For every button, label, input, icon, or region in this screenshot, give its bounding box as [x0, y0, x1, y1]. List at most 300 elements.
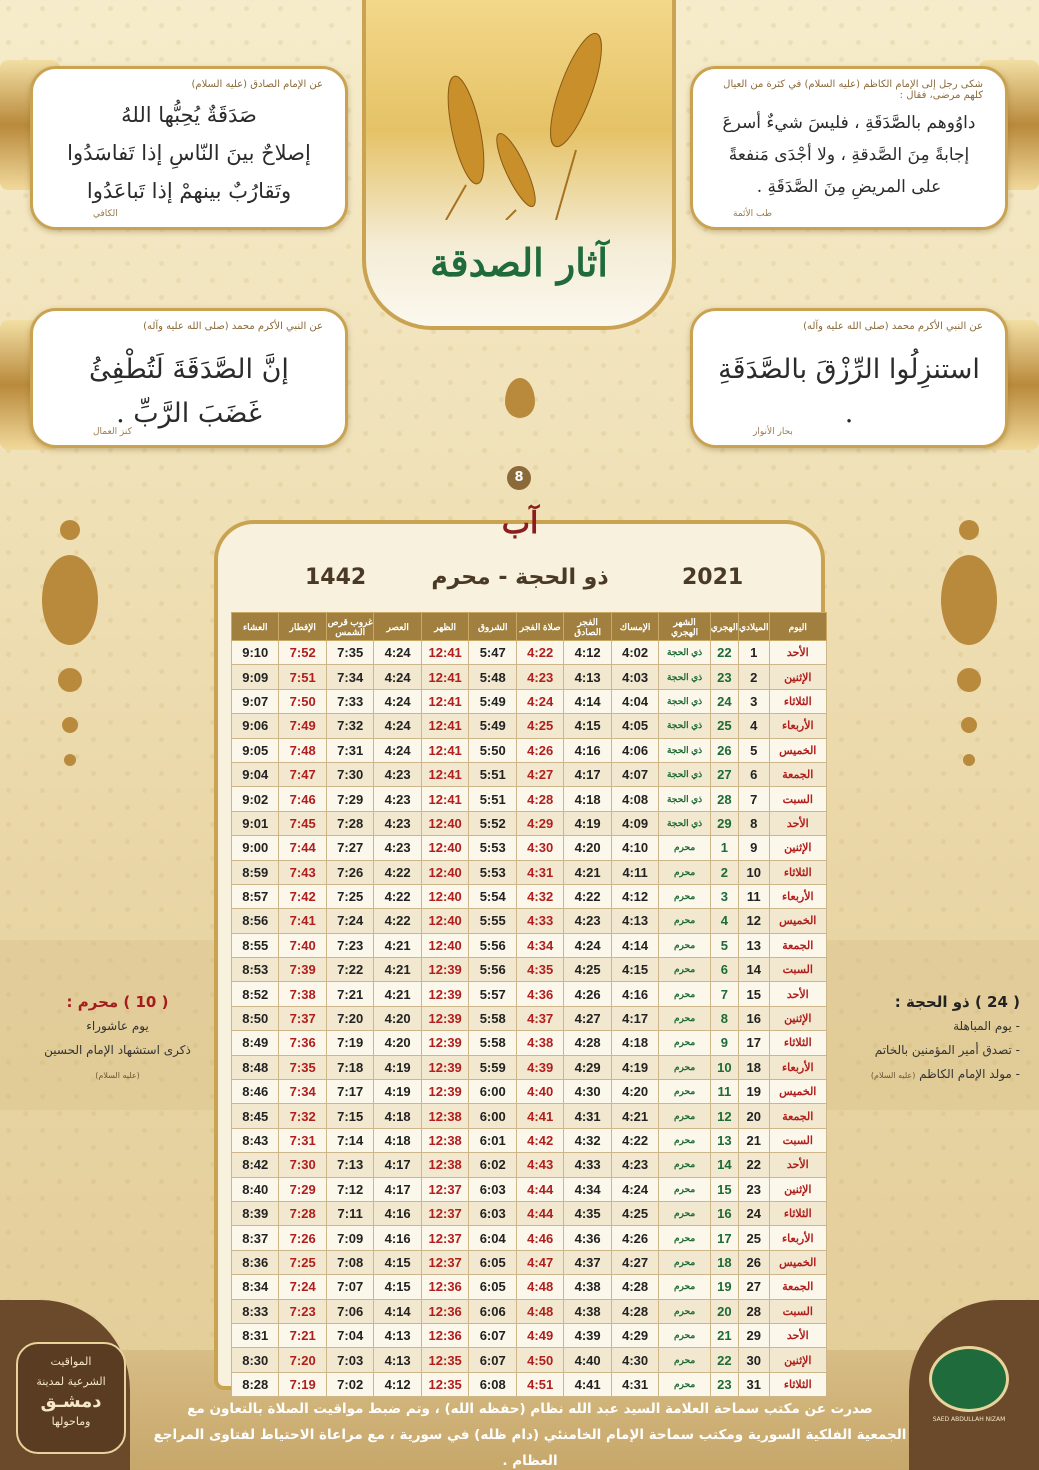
table-cell: 4:24	[374, 641, 421, 665]
table-cell: 7:27	[326, 836, 374, 860]
table-cell: 12:40	[421, 884, 469, 908]
table-row	[232, 811, 827, 835]
table-cell: 13	[738, 933, 769, 957]
table-cell: محرم	[659, 1055, 710, 1079]
table-cell: 12	[738, 909, 769, 933]
table-cell: 7:12	[326, 1177, 374, 1201]
table-row	[232, 1323, 827, 1347]
table-cell: 4:08	[611, 787, 659, 811]
table-cell: 7:39	[279, 958, 326, 982]
table-row	[232, 884, 827, 908]
table-cell: 4:20	[564, 836, 611, 860]
table-cell: 4:39	[516, 1055, 563, 1079]
table-row	[232, 714, 827, 738]
table-cell: 4:22	[611, 1128, 659, 1152]
table-cell: 4:13	[374, 1348, 421, 1372]
table-cell: 12:41	[421, 762, 469, 786]
table-cell: 24	[710, 689, 738, 713]
table-row	[232, 1250, 827, 1274]
table-cell: السبت	[769, 958, 826, 982]
gregorian-year: 2021	[682, 565, 744, 590]
table-row	[232, 836, 827, 860]
table-row	[232, 1299, 827, 1323]
table-cell: 7:36	[279, 1031, 326, 1055]
table-cell: 9:07	[232, 689, 279, 713]
table-cell: 8:53	[232, 958, 279, 982]
quote-card	[690, 308, 1008, 448]
table-cell: 1	[738, 641, 769, 665]
hijri-year: 1442	[305, 565, 367, 590]
table-row	[232, 1177, 827, 1201]
table-cell: 1	[710, 836, 738, 860]
table-cell: 9:10	[232, 641, 279, 665]
right-ornament-icon	[939, 510, 999, 810]
table-cell: 4:38	[564, 1299, 611, 1323]
table-cell: الجمعة	[769, 762, 826, 786]
table-cell: 4:15	[374, 1275, 421, 1299]
note-item: - تصدق أمير المؤمنين بالخاتم	[874, 1043, 1020, 1057]
table-row	[232, 1153, 827, 1177]
table-cell: 7:30	[279, 1153, 326, 1177]
table-cell: 5:58	[469, 1031, 517, 1055]
table-cell: 4:19	[564, 811, 611, 835]
table-cell: 4:07	[611, 762, 659, 786]
table-cell: 23	[710, 1372, 738, 1396]
table-cell: 9:04	[232, 762, 279, 786]
table-cell: 8:40	[232, 1177, 279, 1201]
table-cell: 4:34	[564, 1177, 611, 1201]
table-cell: 4:02	[611, 641, 659, 665]
table-row	[232, 1372, 827, 1396]
table-cell: 12:41	[421, 738, 469, 762]
table-cell: 7:38	[279, 982, 326, 1006]
badge-city: دمشـق	[40, 1391, 102, 1412]
table-cell: 4:28	[564, 1031, 611, 1055]
table-cell: 12:39	[421, 1055, 469, 1079]
table-cell: 4:33	[564, 1153, 611, 1177]
table-cell: 4:23	[374, 811, 421, 835]
table-cell: 4:16	[374, 1226, 421, 1250]
table-cell: 30	[738, 1348, 769, 1372]
table-row	[232, 1006, 827, 1030]
table-cell: الجمعة	[769, 933, 826, 957]
table-cell: 4:35	[564, 1201, 611, 1225]
table-cell: 7:34	[326, 665, 374, 689]
table-cell: 4:21	[564, 860, 611, 884]
table-cell: 8:30	[232, 1348, 279, 1372]
table-cell: 9:05	[232, 738, 279, 762]
table-cell: 4:32	[564, 1128, 611, 1152]
table-cell: 12:39	[421, 1080, 469, 1104]
table-cell: محرم	[659, 909, 710, 933]
table-cell: 8:43	[232, 1128, 279, 1152]
table-cell: 7:19	[326, 1031, 374, 1055]
table-cell: 7:15	[326, 1104, 374, 1128]
table-cell: 8	[738, 811, 769, 835]
table-cell: محرم	[659, 836, 710, 860]
table-cell: 4:16	[611, 982, 659, 1006]
quote-line: إصلاحٌ بينَ النّاسِ إذا تَفاسَدُوا	[67, 141, 311, 165]
table-cell: 6:05	[469, 1250, 517, 1274]
table-cell: محرم	[659, 1104, 710, 1128]
table-cell: 7:40	[279, 933, 326, 957]
table-row	[232, 641, 827, 665]
table-cell: 21	[738, 1128, 769, 1152]
table-cell: 28	[738, 1299, 769, 1323]
table-cell: 7:21	[326, 982, 374, 1006]
table-cell: 4	[738, 714, 769, 738]
wheat-image	[406, 20, 636, 220]
table-cell: 12:39	[421, 982, 469, 1006]
notes-left	[30, 990, 205, 1088]
table-cell: 6:00	[469, 1080, 517, 1104]
table-cell: 5:56	[469, 958, 517, 982]
table-row	[232, 1031, 827, 1055]
table-cell: 7:18	[326, 1055, 374, 1079]
table-row	[232, 1348, 827, 1372]
table-cell: 4:13	[374, 1323, 421, 1347]
table-row	[232, 1128, 827, 1152]
table-cell: 4:23	[611, 1153, 659, 1177]
page-headline: آثار الصدقة	[430, 240, 608, 285]
table-cell: 4:29	[611, 1323, 659, 1347]
page-number: 8	[507, 466, 531, 490]
table-cell: السبت	[769, 1299, 826, 1323]
table-cell: 4:17	[611, 1006, 659, 1030]
table-cell: 4:20	[374, 1031, 421, 1055]
table-cell: 6:04	[469, 1226, 517, 1250]
quote-line: إنَّ الصَّدَقَةَ لَتُطْفِئُ غَضَبَ الرَّبِّ .	[89, 354, 289, 429]
table-cell: الأربعاء	[769, 714, 826, 738]
seal-icon	[929, 1346, 1009, 1412]
table-cell: 4:14	[374, 1299, 421, 1323]
table-cell: محرم	[659, 982, 710, 1006]
table-row	[232, 982, 827, 1006]
table-cell: الأربعاء	[769, 1055, 826, 1079]
table-cell: 10	[710, 1055, 738, 1079]
quote-ref: كنز العمال	[93, 427, 132, 437]
table-cell: الإثنين	[769, 1348, 826, 1372]
table-cell: 5:56	[469, 933, 517, 957]
table-cell: 12:38	[421, 1153, 469, 1177]
note-item	[845, 1062, 1020, 1088]
table-cell: 4:48	[516, 1299, 563, 1323]
table-cell: 17	[710, 1226, 738, 1250]
quote-card	[30, 308, 348, 448]
table-cell: 7:43	[279, 860, 326, 884]
table-cell: 7:44	[279, 836, 326, 860]
table-cell: 5:49	[469, 689, 517, 713]
table-cell: 4:27	[611, 1250, 659, 1274]
table-cell: 7:21	[279, 1323, 326, 1347]
quote-line: وتَقارُبٌ بينهمْ إذا تَباعَدُوا	[86, 179, 292, 203]
table-cell: محرم	[659, 1031, 710, 1055]
table-cell: 6:00	[469, 1104, 517, 1128]
table-cell: 4:24	[611, 1177, 659, 1201]
table-cell: 4:35	[516, 958, 563, 982]
table-cell: 7:24	[279, 1275, 326, 1299]
table-cell: 4:18	[611, 1031, 659, 1055]
table-cell: 19	[710, 1275, 738, 1299]
table-cell: 7:06	[326, 1299, 374, 1323]
table-cell: 7:32	[279, 1104, 326, 1128]
hijri-months: ذو الحجة - محرم	[431, 565, 609, 590]
table-row	[232, 689, 827, 713]
table-cell: 7:13	[326, 1153, 374, 1177]
table-cell: 7:35	[326, 641, 374, 665]
table-cell: 7	[738, 787, 769, 811]
table-cell: 4:06	[611, 738, 659, 762]
table-cell: 7:26	[279, 1226, 326, 1250]
table-cell: 4:31	[611, 1372, 659, 1396]
table-cell: الإثنين	[769, 836, 826, 860]
table-cell: 4:40	[564, 1348, 611, 1372]
table-cell: 8:42	[232, 1153, 279, 1177]
table-cell: 19	[738, 1080, 769, 1104]
table-cell: 4:44	[516, 1201, 563, 1225]
table-cell: محرم	[659, 1250, 710, 1274]
table-cell: 25	[738, 1226, 769, 1250]
table-cell: 26	[738, 1250, 769, 1274]
table-cell: الخميس	[769, 1250, 826, 1274]
table-cell: 29	[710, 811, 738, 835]
table-cell: 7:25	[326, 884, 374, 908]
table-cell: 5:53	[469, 860, 517, 884]
table-cell: 4:19	[374, 1080, 421, 1104]
table-cell: 5:55	[469, 909, 517, 933]
table-cell: 4:26	[611, 1226, 659, 1250]
badge-line: الشرعية لمدينة	[36, 1375, 106, 1388]
table-cell: 18	[738, 1055, 769, 1079]
column-header: الهجري	[710, 613, 738, 641]
table-row	[232, 958, 827, 982]
table-cell: 4:21	[374, 958, 421, 982]
table-cell: 4:48	[516, 1275, 563, 1299]
table-cell: 7:50	[279, 689, 326, 713]
table-cell: 14	[710, 1153, 738, 1177]
table-cell: 7:08	[326, 1250, 374, 1274]
table-cell: الخميس	[769, 738, 826, 762]
table-cell: 6:03	[469, 1201, 517, 1225]
table-cell: 27	[738, 1275, 769, 1299]
table-cell: محرم	[659, 1299, 710, 1323]
table-cell: 4:25	[516, 714, 563, 738]
table-cell: 4:22	[374, 909, 421, 933]
table-cell: الأحد	[769, 641, 826, 665]
quote-source: عن الإمام الصادق (عليه السلام)	[191, 79, 323, 90]
table-cell: الأحد	[769, 1323, 826, 1347]
table-cell: 8:39	[232, 1201, 279, 1225]
table-cell: 4:50	[516, 1348, 563, 1372]
table-body	[232, 641, 827, 1397]
logo-caption: SAED ABDULLAH NIZAM	[932, 1416, 1006, 1423]
table-cell: الأحد	[769, 982, 826, 1006]
table-cell: 12:41	[421, 689, 469, 713]
table-cell: 22	[738, 1153, 769, 1177]
column-header: الإمساك	[611, 613, 659, 641]
table-cell: 5:57	[469, 982, 517, 1006]
table-cell: 4:05	[611, 714, 659, 738]
footer-line: صدرت عن مكتب سماحة العلامة السيد عبد الله نظام (حفظه الله) ، وتم ضبط مواقيت الصلاة بالتعاون مع	[187, 1401, 873, 1417]
table-cell: 7:45	[279, 811, 326, 835]
table-cell: 4:32	[516, 884, 563, 908]
table-cell: محرم	[659, 1153, 710, 1177]
table-cell: 4:29	[564, 1055, 611, 1079]
table-cell: 23	[710, 665, 738, 689]
table-cell: محرم	[659, 933, 710, 957]
table-cell: 4:27	[564, 1006, 611, 1030]
table-cell: 5	[710, 933, 738, 957]
table-cell: 12:40	[421, 836, 469, 860]
ornament-drop	[505, 378, 535, 418]
table-cell: 4:19	[374, 1055, 421, 1079]
table-cell: 7:14	[326, 1128, 374, 1152]
table-cell: 8:34	[232, 1275, 279, 1299]
table-row	[232, 762, 827, 786]
table-cell: 4:31	[564, 1104, 611, 1128]
table-cell: محرم	[659, 1348, 710, 1372]
quote-line: إجابةً مِنَ الصَّدقةِ ، ولا أجْدَى مَنفعةً	[728, 145, 970, 165]
table-cell: 7:51	[279, 665, 326, 689]
table-cell: ذي الحجة	[659, 811, 710, 835]
table-cell: الجمعة	[769, 1104, 826, 1128]
table-cell: 6	[710, 958, 738, 982]
table-cell: 12:36	[421, 1275, 469, 1299]
table-cell: ذي الحجة	[659, 762, 710, 786]
table-cell: 4:17	[374, 1153, 421, 1177]
note-item: ذكرى استشهاد الإمام الحسين	[44, 1043, 191, 1057]
table-cell: 28	[710, 787, 738, 811]
table-cell: 4:13	[611, 909, 659, 933]
table-cell: 8	[710, 1006, 738, 1030]
table-cell: 7:25	[279, 1250, 326, 1274]
table-cell: 4:49	[516, 1323, 563, 1347]
table-cell: 12:40	[421, 909, 469, 933]
table-cell: الأربعاء	[769, 884, 826, 908]
table-cell: الأحد	[769, 1153, 826, 1177]
table-cell: 12:37	[421, 1250, 469, 1274]
table-cell: 4:37	[516, 1006, 563, 1030]
table-cell: 31	[738, 1372, 769, 1396]
column-header: غروب قرص الشمس	[326, 613, 374, 641]
table-cell: محرم	[659, 958, 710, 982]
table-row	[232, 1104, 827, 1128]
table-cell: 5:58	[469, 1006, 517, 1030]
footer-line: الجمعية الفلكية السورية ومكتب سماحة الإمام الخامنئي (دام ظله) في سورية ، مع مراعاة الاحتياط لفتاوى المراجع العظام .	[153, 1427, 907, 1469]
table-cell: 12:37	[421, 1177, 469, 1201]
table-cell: 7:30	[326, 762, 374, 786]
table-cell: 4:15	[611, 958, 659, 982]
table-cell: محرم	[659, 1323, 710, 1347]
table-cell: 4:26	[564, 982, 611, 1006]
table-cell: 18	[710, 1250, 738, 1274]
table-cell: 4:09	[611, 811, 659, 835]
table-cell: محرم	[659, 1006, 710, 1030]
table-header-row	[232, 613, 827, 641]
table-cell: 16	[738, 1006, 769, 1030]
table-cell: 7:37	[279, 1006, 326, 1030]
table-cell: 4:20	[374, 1006, 421, 1030]
table-cell: 29	[738, 1323, 769, 1347]
table-cell: 6:07	[469, 1323, 517, 1347]
table-cell: 13	[710, 1128, 738, 1152]
table-cell: 7:26	[326, 860, 374, 884]
footer-text	[150, 1396, 910, 1470]
table-cell: 6:07	[469, 1348, 517, 1372]
table-cell: 4:10	[611, 836, 659, 860]
quote-line: استنزِلُوا الرِّزْقَ بالصَّدَقَةِ .	[718, 354, 980, 429]
table-cell: 4:43	[516, 1153, 563, 1177]
table-cell: 5:53	[469, 836, 517, 860]
table-cell: 16	[710, 1201, 738, 1225]
table-cell: 8:49	[232, 1031, 279, 1055]
table-cell: الإثنين	[769, 1006, 826, 1030]
table-cell: ذي الحجة	[659, 714, 710, 738]
table-cell: 4:18	[374, 1104, 421, 1128]
table-row	[232, 1226, 827, 1250]
table-cell: 5:59	[469, 1055, 517, 1079]
table-cell: 4:13	[564, 665, 611, 689]
table-cell: 22	[710, 1348, 738, 1372]
table-cell: 2	[738, 665, 769, 689]
table-cell: 4:15	[564, 714, 611, 738]
table-cell: 5:50	[469, 738, 517, 762]
table-cell: الثلاثاء	[769, 860, 826, 884]
table-cell: 4:25	[564, 958, 611, 982]
table-cell: محرم	[659, 1128, 710, 1152]
table-cell: 20	[710, 1299, 738, 1323]
table-cell: 3	[710, 884, 738, 908]
notes-title: ( 10 ) محرم :	[66, 993, 169, 1011]
table-cell: الجمعة	[769, 1275, 826, 1299]
table-cell: 8:45	[232, 1104, 279, 1128]
table-cell: 12:40	[421, 860, 469, 884]
table-cell: 20	[738, 1104, 769, 1128]
table-row	[232, 665, 827, 689]
table-cell: 8:56	[232, 909, 279, 933]
table-cell: 4:12	[374, 1372, 421, 1396]
quote-source: عن النبي الأكرم محمد (صلى الله عليه وآله)	[803, 321, 983, 332]
table-cell: الإثنين	[769, 1177, 826, 1201]
table-cell: الأحد	[769, 811, 826, 835]
table-cell: 4:51	[516, 1372, 563, 1396]
table-cell: 4:23	[374, 836, 421, 860]
table-cell: 9:06	[232, 714, 279, 738]
table-cell: 4:14	[564, 689, 611, 713]
table-cell: 21	[710, 1323, 738, 1347]
table-cell: 6:02	[469, 1153, 517, 1177]
table-cell: 12:38	[421, 1104, 469, 1128]
table-cell: 3	[738, 689, 769, 713]
table-cell: 4:24	[564, 933, 611, 957]
table-cell: 4:23	[516, 665, 563, 689]
table-row	[232, 1055, 827, 1079]
table-cell: 4:18	[374, 1128, 421, 1152]
table-cell: 4:21	[374, 982, 421, 1006]
table-cell: الخميس	[769, 909, 826, 933]
table-cell: 4:16	[564, 738, 611, 762]
table-cell: 4:44	[516, 1177, 563, 1201]
table-cell: 14	[738, 958, 769, 982]
note-small: (عليه السلام)	[95, 1071, 140, 1080]
table-cell: 7:24	[326, 909, 374, 933]
table-row	[232, 909, 827, 933]
table-cell: 15	[710, 1177, 738, 1201]
table-cell: 9:00	[232, 836, 279, 860]
table-cell: 12:36	[421, 1299, 469, 1323]
table-cell: الخميس	[769, 1080, 826, 1104]
quote-line: على المريضِ مِنَ الصَّدَقَةِ .	[756, 177, 942, 197]
